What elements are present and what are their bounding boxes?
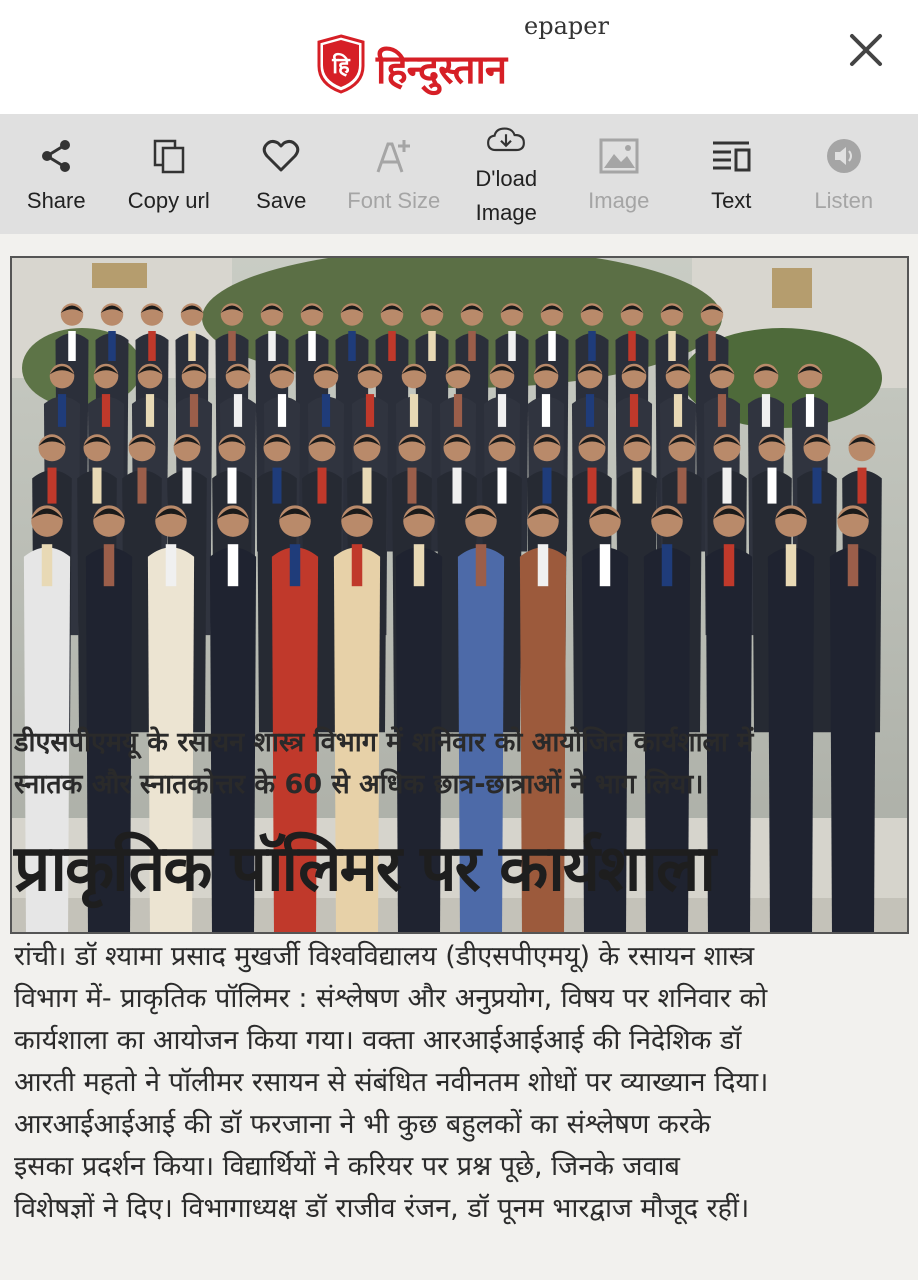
font-size-button[interactable] bbox=[338, 114, 451, 234]
person-shirt bbox=[348, 331, 356, 361]
person-shirt bbox=[498, 394, 506, 427]
person-shirt bbox=[628, 331, 636, 361]
article-headline: प्राकृतिक पॉलिमर पर कार्यशाला bbox=[14, 832, 714, 906]
person-shirt bbox=[322, 394, 330, 427]
body-line: इसका प्रदर्शन किया। विद्यार्थियों ने करियर पर प्रश्न पूछे, जिनके जवाब bbox=[14, 1151, 680, 1182]
person-shirt bbox=[410, 394, 418, 427]
person-shirt bbox=[586, 394, 594, 427]
person-shirt bbox=[548, 331, 556, 361]
person-shirt bbox=[68, 331, 76, 361]
person-shirt bbox=[166, 544, 177, 586]
person-shirt bbox=[498, 468, 507, 504]
save-label: Save bbox=[256, 188, 307, 213]
person-shirt bbox=[273, 468, 282, 504]
app-header bbox=[0, 0, 918, 114]
person-shirt bbox=[102, 394, 110, 427]
text-button[interactable] bbox=[675, 114, 788, 234]
close-button[interactable] bbox=[842, 26, 890, 74]
article-clipping bbox=[0, 234, 918, 1280]
person-shirt bbox=[228, 544, 239, 586]
download-label-line2: Image bbox=[475, 200, 537, 225]
person-shirt bbox=[454, 394, 462, 427]
person-shirt bbox=[108, 331, 116, 361]
person-shirt bbox=[352, 544, 363, 586]
person-shirt bbox=[633, 468, 642, 504]
person-shirt bbox=[662, 544, 673, 586]
body-line: विभाग में- प्राकृतिक पॉलिमर : संश्लेषण और अनुप्रयोग, विषय पर शनिवार को bbox=[14, 983, 768, 1014]
person-shirt bbox=[183, 468, 192, 504]
person-shirt bbox=[366, 394, 374, 427]
speaker-icon bbox=[824, 136, 864, 176]
download-image-label bbox=[475, 162, 537, 230]
person-shirt bbox=[768, 468, 777, 504]
person-shirt bbox=[93, 468, 102, 504]
person-shirt bbox=[308, 331, 316, 361]
download-label-line1: D'load bbox=[475, 166, 538, 191]
photo-caption bbox=[14, 722, 904, 806]
person-shirt bbox=[428, 331, 436, 361]
person-shirt bbox=[453, 468, 462, 504]
person-shirt bbox=[42, 544, 53, 586]
brand-name: हिन्दुस्तान bbox=[376, 46, 507, 93]
person-shirt bbox=[138, 468, 147, 504]
body-line: आरती महतो ने पॉलीमर रसायन से संबंधित नवीनतम शोधों पर व्याख्यान दिया। bbox=[14, 1067, 769, 1098]
person-shirt bbox=[268, 331, 276, 361]
text-label: Text bbox=[711, 188, 752, 213]
caption-line-2: स्नातक और स्नातकोत्तर के 60 से अधिक छात्र-छात्राओं ने भाग लिया। bbox=[14, 769, 704, 800]
person-shirt bbox=[600, 544, 611, 586]
body-line: रांची। डॉ श्यामा प्रसाद मुखर्जी विश्वविद्यालय (डीएसपीएमयू) के रसायन शास्त्र bbox=[14, 941, 755, 972]
person-shirt bbox=[668, 331, 676, 361]
cloud-download-icon bbox=[486, 120, 526, 160]
action-toolbar bbox=[0, 114, 918, 234]
person-shirt bbox=[674, 394, 682, 427]
person-shirt bbox=[723, 468, 732, 504]
person-shirt bbox=[542, 394, 550, 427]
download-image-button[interactable] bbox=[450, 114, 563, 234]
person-shirt bbox=[104, 544, 115, 586]
person-shirt bbox=[318, 468, 327, 504]
person-shirt bbox=[148, 331, 156, 361]
person-shirt bbox=[476, 544, 487, 586]
person-shirt bbox=[228, 468, 237, 504]
person-shirt bbox=[708, 331, 716, 361]
person-shirt bbox=[468, 331, 476, 361]
brand-mark: हि bbox=[332, 54, 350, 79]
person-shirt bbox=[762, 394, 770, 427]
person-shirt bbox=[414, 544, 425, 586]
image-icon bbox=[599, 136, 639, 176]
person-shirt bbox=[538, 544, 549, 586]
image-label: Image bbox=[588, 188, 650, 213]
copy-url-label: Copy url bbox=[127, 188, 210, 213]
person-shirt bbox=[190, 394, 198, 427]
image-button[interactable] bbox=[563, 114, 676, 234]
hindustan-shield-icon bbox=[316, 34, 366, 94]
copy-icon bbox=[149, 136, 189, 176]
caption-line-1: डीएसपीएमयू के रसायन शास्त्र विभाग में शनिवार को आयोजित कार्यशाला में bbox=[14, 727, 754, 758]
close-icon bbox=[842, 26, 890, 74]
text-icon bbox=[711, 136, 751, 176]
person-shirt bbox=[278, 394, 286, 427]
person-shirt bbox=[508, 331, 516, 361]
body-line: कार्यशाला का आयोजन किया गया। वक्ता आरआईआईआई की निदेशिक डॉ bbox=[14, 1025, 742, 1056]
person-shirt bbox=[848, 544, 859, 586]
body-line: विशेषज्ञों ने दिए। विभागाध्यक्ष डॉ राजीव रंजन, डॉ पूनम भारद्वाज मौजूद रहीं। bbox=[14, 1193, 750, 1224]
person-shirt bbox=[408, 468, 417, 504]
brand-epaper-label: epaper bbox=[524, 12, 609, 40]
font-size-label: Font Size bbox=[347, 188, 441, 213]
person-shirt bbox=[630, 394, 638, 427]
listen-button[interactable] bbox=[788, 114, 901, 234]
person-shirt bbox=[188, 331, 196, 361]
share-label: Share bbox=[26, 188, 86, 213]
article-body bbox=[14, 936, 906, 1230]
person-shirt bbox=[290, 544, 301, 586]
heart-icon bbox=[261, 136, 301, 176]
person-shirt bbox=[228, 331, 236, 361]
person-shirt bbox=[543, 468, 552, 504]
person-shirt bbox=[813, 468, 822, 504]
person-shirt bbox=[806, 394, 814, 427]
person-shirt bbox=[588, 331, 596, 361]
person-shirt bbox=[388, 331, 396, 361]
person-shirt bbox=[718, 394, 726, 427]
copy-url-button[interactable] bbox=[113, 114, 226, 234]
listen-label: Listen bbox=[814, 188, 874, 213]
save-button[interactable] bbox=[225, 114, 338, 234]
person-shirt bbox=[724, 544, 735, 586]
person-shirt bbox=[786, 544, 797, 586]
body-line: आरआईआईआई की डॉ फरजाना ने भी कुछ बहुलकों का संश्लेषण करके bbox=[14, 1109, 711, 1140]
person-shirt bbox=[58, 394, 66, 427]
person-shirt bbox=[588, 468, 597, 504]
font-size-icon bbox=[374, 136, 414, 176]
person-shirt bbox=[146, 394, 154, 427]
person-shirt bbox=[363, 468, 372, 504]
person-shirt bbox=[234, 394, 242, 427]
hindustan-epaper-logo bbox=[316, 12, 616, 102]
share-button[interactable] bbox=[0, 114, 113, 234]
person-shirt bbox=[48, 468, 57, 504]
person-shirt bbox=[858, 468, 867, 504]
share-icon bbox=[36, 136, 76, 176]
person-shirt bbox=[678, 468, 687, 504]
